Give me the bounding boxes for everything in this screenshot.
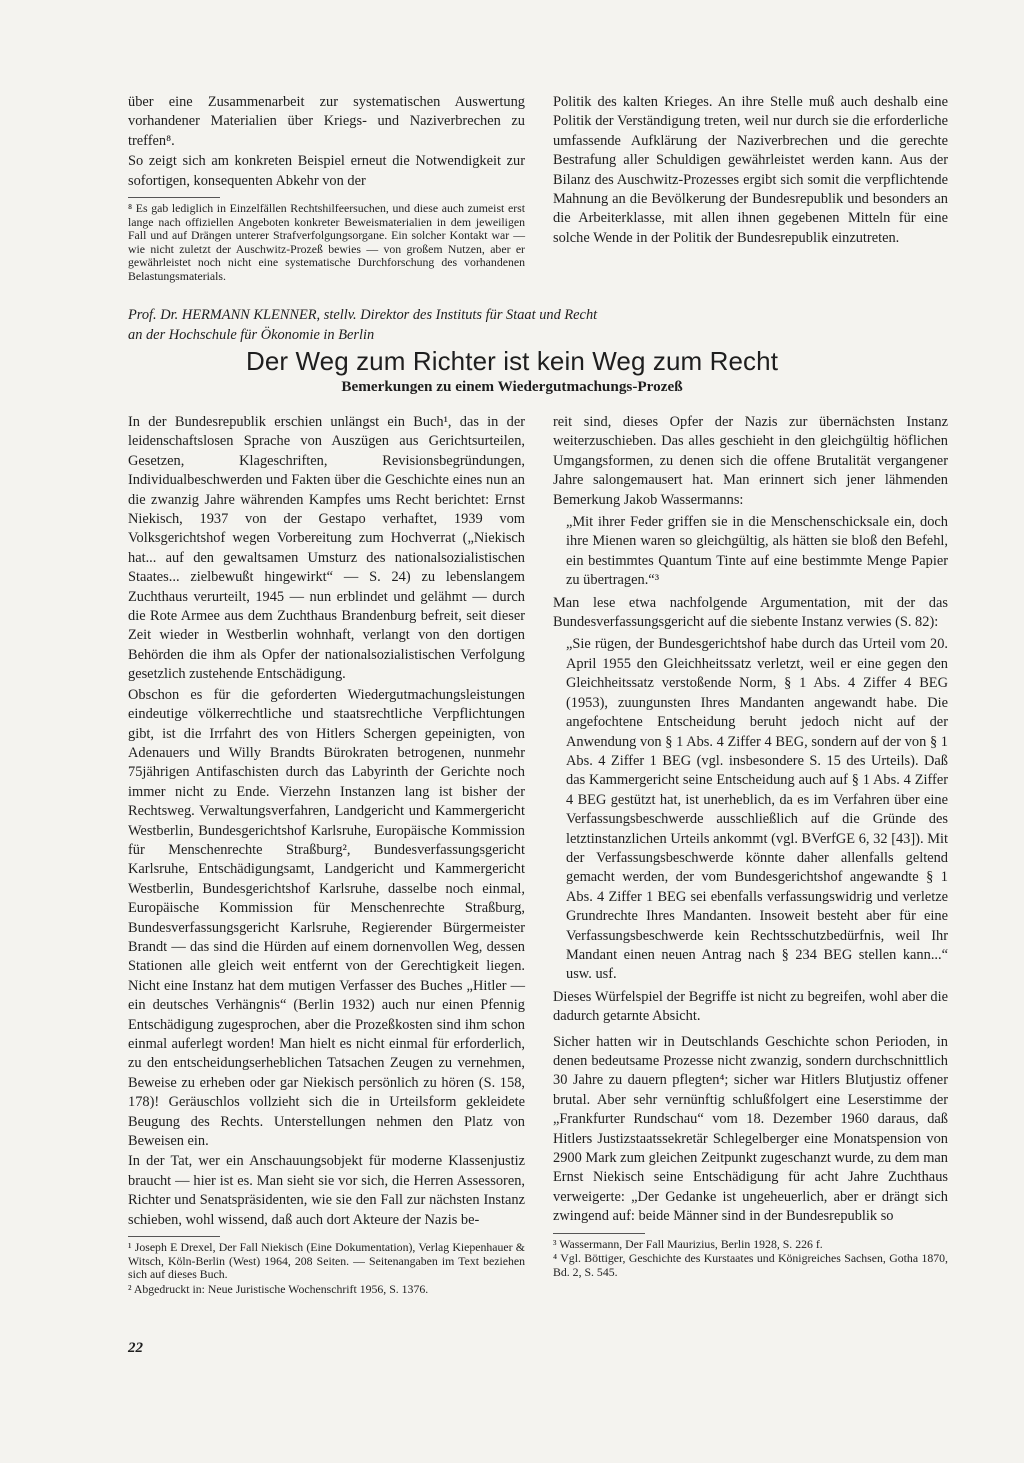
paragraph: Dieses Würfelspiel der Begriffe ist nicht zu begreifen, wohl aber die dadurch getarnte Absicht. <box>553 988 948 1025</box>
article-right-column <box>553 413 948 1279</box>
article-subtitle: Bemerkungen zu einem Wiedergutmachungs-Prozeß <box>341 378 683 395</box>
paragraph: reit sind, dieses Opfer der Nazis zur übernächsten Instanz weiterzuschieben. Das alles geschieht in den gleichgültig höflichen Umgangsformen, zu denen sich die offene Brutalität vergangener Jahre salongemausert hat. Man erinnert sich jener lähmenden Bemerkung Jakob Wassermanns: <box>553 414 948 508</box>
paragraph: Obschon es für die geforderten Wiedergutmachungsleistungen eindeutige völkerrechtliche und staatsrechtliche Verpflichtungen gibt, ist die Irrfahrt des von Hitlers Schergen gepeinigten, von Adenauers und Willy Brandts Bürokraten betrogenen, nunmehr 75jährigen Antifaschisten durch das Labyrinth der Gerichte noch immer nicht zu Ende. Vierzehn Instanzen lang ist bisher der Rechtsweg. Verwaltungsverfahren, Landgericht und Kammergericht Westberlin, Bundesgerichtshof Karlsruhe, Europäische Kommission für Menschenrechte Straßburg², Bundesverfassungsgericht Karlsruhe, Entschädigungsamt, Landgericht und Kammergericht Westberlin, Bundesgerichtshof Karlsruhe, dasselbe noch einmal, Europäische Kommission für Menschenrechte Straßburg, Bundesverfassungsgericht Karlsruhe, Regierender Bürgermeister Brandt — das sind die Hürden auf einem dornenvollen Weg, dessen Stationen alle gleich weit entfernt von der Gerechtigkeit liegen. Nicht eine Instanz hat dem mutigen Verfasser des Buches „Hitler — ein deutsches Verhängnis“ (Berlin 1932) auch nur einen Pfennig Entschädigung zugesprochen, aber die Prozeßkosten sind ihm schon einmal auferlegt worden! Man hielt es nicht einmal für erforderlich, zu den entscheidungserheblichen Tatsachen Zeugen zu vernehmen, Beweise zu erheben oder gar Niekisch persönlich zu hören (S. 158, 178)! Geräuschlos vollzieht sich die in Urteilsform gekleidete Beugung des Rechts. Unterstellungen nehmen den Platz von Beweisen ein. <box>128 686 525 1150</box>
footnote: ³ Wassermann, Der Fall Maurizius, Berlin 1928, S. 226 f. <box>553 1236 823 1251</box>
paragraph: In der Tat, wer ein Anschauungsobjekt für moderne Klassenjustiz braucht — hier ist es. Man sieht sie vor sich, die Herren Assessoren, Richter und Senatspräsidenten, wie sie den Fall zur nächsten Instanz schieben, wohl wissend, daß auch dort Akteure der Nazis be- <box>128 1153 525 1228</box>
article-title: Der Weg zum Richter ist kein Weg zum Recht <box>245 346 779 376</box>
author-byline <box>128 306 948 345</box>
article-left-column <box>128 413 525 1296</box>
author-line: Prof. Dr. HERMANN KLENNER, stellv. Direktor des Instituts für Staat und Recht <box>128 307 598 323</box>
paragraph: Politik des kalten Krieges. An ihre Stelle muß auch deshalb eine Politik der Verständigung treten, weil nur durch sie die erforderliche umfassende Aufklärung der Naziverbrechen und die gerechte Bestrafung aller Schuldigen gewährleistet werden kann. Aus der Bilanz des Auschwitz-Prozesses ergibt sich somit die verpflichtende Mahnung an die Bevölkerung der Bundesrepublik und besonders an die Arbeiterklasse, mit allen ihnen gegebenen Mitteln für eine solche Wende in der Politik der Bundesrepublik einzutreten. <box>553 94 948 246</box>
paragraph: So zeigt sich am konkreten Beispiel erneut die Notwendigkeit zur sofortigen, konsequenten Abkehr von der <box>128 153 525 189</box>
paragraph: In der Bundesrepublik erschien unlängst ein Buch¹, das in der leidenschaftslosen Sprache von Auszügen aus Gerichtsurteilen, Gesetzen, Klageschriften, Revisionsbegründungen, Individualbeschwerden und Fakten über die Geschichte eines nun an die zwanzig Jahre währenden Kampfes ums Recht berichtet: Ernst Niekisch, 1937 von der Gestapo verhaftet, 1939 vom Volksgerichtshof wegen Vorbereitung zum Hochverrat („Niekisch hat... auf den gewaltsamen Umsturz des nationalsozialistischen Staates... zielbewußt hingewirkt“ — S. 24) zu lebenslangem Zuchthaus verurteilt, 1945 — nun erblindet und gelähmt — durch die Rote Armee aus dem Zuchthaus Brandenburg befreit, seit dieser Zeit wieder in Westberlin wohnhaft, verlangt von den dortigen Behörden die ihm als Opfer der nationalsozialistischen Verfolgung gesetzlich zustehende Entschädigung. <box>128 414 525 683</box>
footnote: ¹ Joseph E Drexel, Der Fall Niekisch (Eine Dokumentation), Verlag Kiepenhauer & Witsch, Köln-Berlin (West) 1964, 208 Seiten. — Seitenangaben im Text beziehen sich auf dieses Buch. <box>128 1240 525 1282</box>
footnote-separator <box>128 1236 220 1237</box>
paragraph: Sicher hatten wir in Deutschlands Geschichte schon Perioden, in denen bedeutsame Prozesse nicht zwanzig, sondern durchschnittlich 30 Jahre zu dauern pflegten⁴; sicher war Hitlers Blutjustiz offener brutal. Aber sehr vernünftig schlußfolgert eine Leserstimme der „Frankfurter Rundschau“ vom 18. Dezember 1960 daraus, daß Hitlers Justizstaatssekretär Schlegelberger eine Monatspension von 2900 Mark zum gleichen Zeitpunkt zugeschanzt wurde, zu dem man Ernst Niekisch seine Entschädigung für acht Jahre Zuchthaus verweigerte: „Der Gedanke ist ungeheuerlich, aber er drängt sich zwingend auf: beide Männer sind in der Bundesrepublik so <box>553 1033 948 1225</box>
footnote: ⁸ Es gab lediglich in Einzelfällen Rechtshilfeersuchen, und diese auch zumeist erst lange nach offiziellen Angeboten konkreter Beweismaterialien in dem jeweiligen Fall und auf Drängen unterer Strafverfolgungsorgane. Ein solcher Kontakt war — wie nicht zuletzt der Auschwitz-Prozeß bewies — von großem Nutzen, aber er gewährleistet noch nicht eine systematische Durchforschung des vorhandenen Belastungsmaterials. <box>128 201 525 283</box>
footnote: ⁴ Vgl. Böttiger, Geschichte des Kurstaates und Königreiches Sachsen, Gotha 1870, Bd. 2, S. 545. <box>553 1251 948 1279</box>
author-line: an der Hochschule für Ökonomie in Berlin <box>128 326 375 343</box>
top-left-column <box>128 93 525 284</box>
paragraph: Man lese etwa nachfolgende Argumentation, mit der das Bundesverfassungsgericht auf die siebente Instanz verwies (S. 82): <box>553 594 948 631</box>
footnote: ² Abgedruckt in: Neue Juristische Wochenschrift 1956, S. 1376. <box>128 1281 429 1296</box>
block-quote: „Mit ihrer Feder griffen sie in die Menschenschicksale ein, doch ihre Mienen waren so gleichgültig, als hätten sie bloß den Befehl, ein bestimmtes Quantum Tinte auf eine bestimmte Menge Papier zu übertragen.“³ <box>566 514 948 589</box>
footnote-separator <box>553 1233 645 1234</box>
footnote-separator <box>128 197 220 198</box>
page-number: 22 <box>128 1340 143 1356</box>
top-right-column <box>553 93 948 248</box>
block-quote: „Sie rügen, der Bundesgerichtshof habe durch das Urteil vom 20. April 1955 den Gleichheitssatz verletzt, weil er eine gegen den Gleichheitssatz verstoßende Norm, § 1 Abs. 4 Ziffer 4 BEG (1953), zuungunsten Ihres Mandanten angewandt habe. Die angefochtene Entscheidung beruht jedoch nicht auf der Anwendung von § 1 Abs. 4 Ziffer 4 BEG, sondern auf der von § 1 Abs. 4 Ziffer 1 BEG (vgl. insbesondere S. 15 des Urteils). Daß das Kammergericht seine Entscheidung auch auf § 1 Abs. 4 Ziffer 4 BEG gestützt hat, ist unerheblich, da es im Verfahren über eine Verfassungsbeschwerde ausschließlich auf die Gründe des letztinstanzlichen Urteils ankommt (vgl. BVerfGE 6, 32 [43]). Mit der Verfassungsbeschwerde könnte daher allenfalls geltend gemacht werden, der vom Bundesgerichtshof angewandte § 1 Abs. 4 Ziffer 1 BEG sei ebenfalls verfassungswidrig und verletze Grundrechte Ihres Mandanten. Insoweit besteht aber für eine Verfassungsbeschwerde kein Rechtsschutzbedürfnis, weil Ihr Mandant einen neuen Antrag nach § 234 BEG stellen kann...“ usw. usf. <box>566 636 948 983</box>
paragraph: über eine Zusammenarbeit zur systematischen Auswertung vorhandener Materialien über Kriegs- und Naziverbrechen zu treffen⁸. <box>128 94 525 149</box>
